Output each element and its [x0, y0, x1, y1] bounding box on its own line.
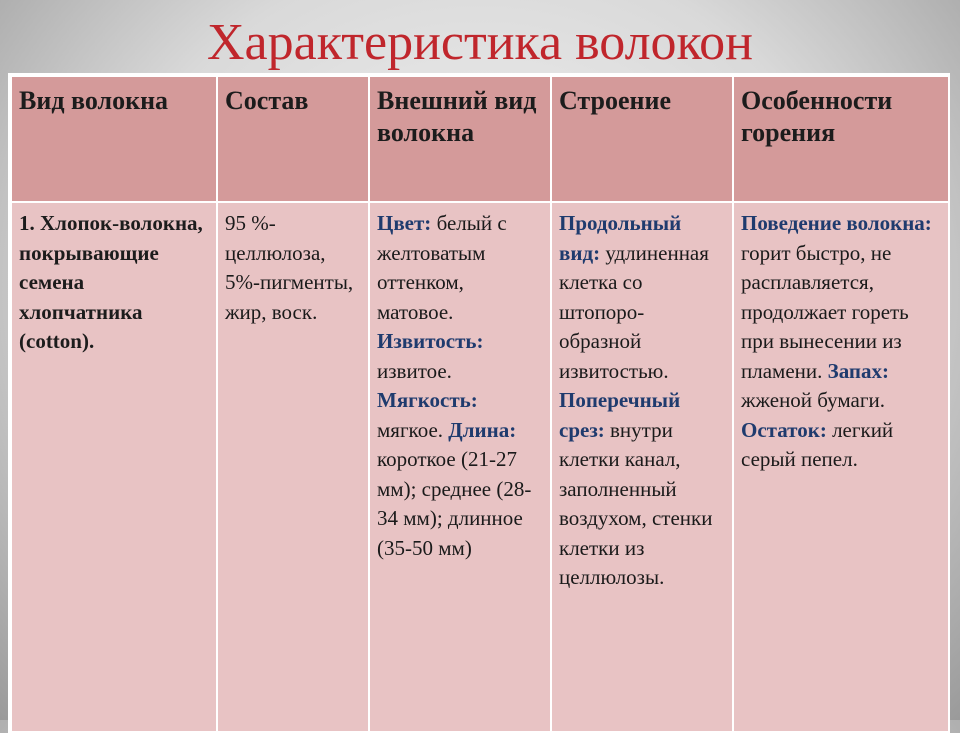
cell-fiber-type: 1. Хлопок-волокна, покрывающие семена хлопчатника (cotton).	[11, 202, 217, 733]
cell-composition: 95 %-целлюлоза, 5%-пигменты, жир, воск.	[217, 202, 369, 733]
label-smell: Запах:	[827, 358, 890, 383]
header-row	[11, 76, 949, 202]
text-residue: легкий серый пепел.	[741, 417, 894, 471]
header-composition: Состав	[217, 76, 369, 202]
label-color: Цвет:	[377, 211, 432, 235]
header-burning: Особенности горения	[733, 76, 949, 202]
text-length: короткое (21-27 мм); среднее (28-34 мм); длинное (35-50 мм)	[377, 447, 532, 560]
header-structure: Строение	[551, 76, 733, 202]
text-longitudinal: удлиненная клетка со штопоро-образной извитостью.	[559, 240, 709, 383]
cell-appearance	[369, 202, 551, 733]
header-fiber-type: Вид волокна	[11, 76, 217, 202]
label-residue: Остаток:	[741, 417, 827, 442]
slide-title: Характеристика волокон	[206, 14, 754, 71]
label-length: Длина:	[448, 417, 517, 442]
text-color: белый с желтоватым оттенком, матовое.	[377, 211, 507, 324]
text-softness: мягкое.	[377, 417, 444, 442]
cell-structure	[551, 202, 733, 733]
text-crimp: извитое.	[377, 358, 452, 383]
label-behavior: Поведение волокна:	[741, 211, 932, 235]
header-appearance: Внешний вид волокна	[369, 76, 551, 202]
fiber-table	[8, 73, 950, 733]
label-longitudinal: Продольный вид:	[559, 211, 682, 265]
label-crimp: Извитость:	[377, 329, 484, 353]
text-cross-section: внутри клетки канал, заполненный воздухом, стенки клетки из целлюлозы.	[559, 417, 713, 589]
text-smell: жженой бумаги.	[741, 388, 885, 412]
label-cross-section: Поперечный срез:	[559, 388, 681, 442]
text-behavior: горит быстро, не расплавляется, продолжает гореть при вынесении из пламени.	[741, 240, 909, 383]
fiber-table-grid	[10, 75, 950, 733]
cell-burning	[733, 202, 949, 733]
label-softness: Мягкость:	[377, 388, 478, 412]
table-row	[11, 202, 949, 733]
